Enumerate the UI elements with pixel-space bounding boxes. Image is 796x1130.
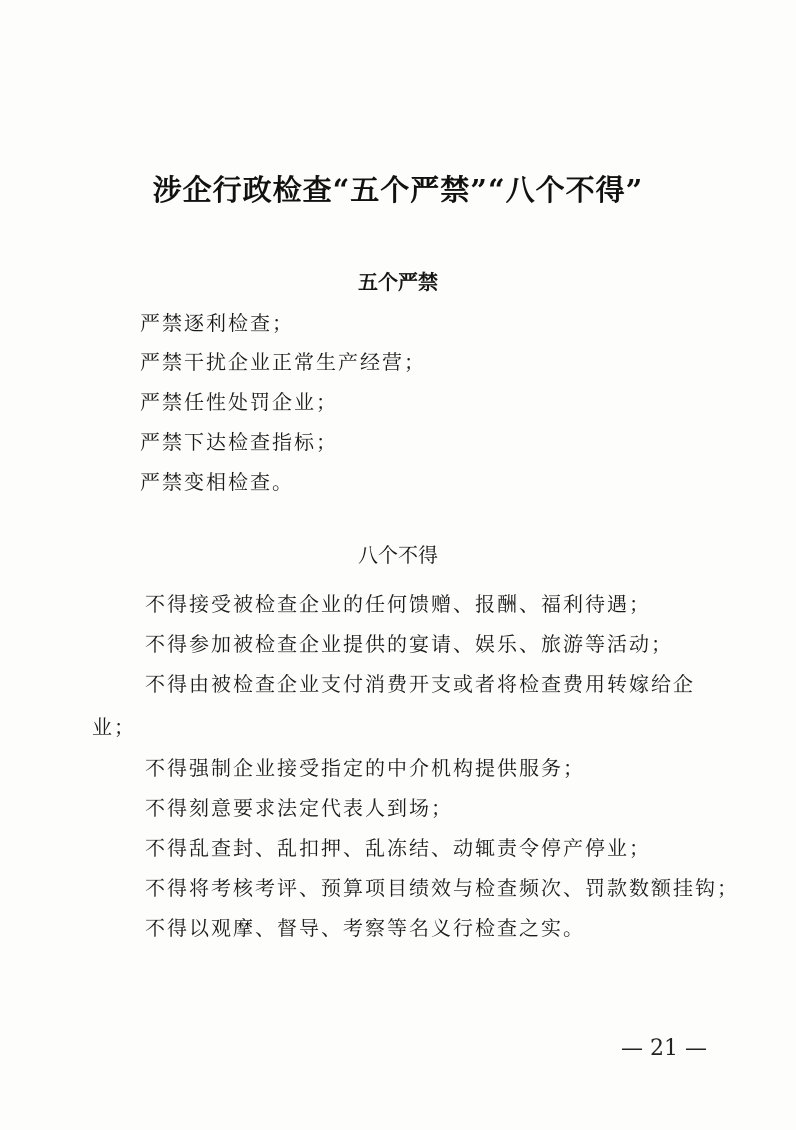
list-item: 不得接受被检查企业的任何馈赠、报酬、福利待遇； xyxy=(145,592,651,616)
list-item: 不得由被检查企业支付消费开支或者将检查费用转嫁给企 xyxy=(145,672,695,696)
list-item: 严禁下达检查指标； xyxy=(140,430,338,454)
section-heading-five-prohibitions: 五个严禁 xyxy=(358,270,438,294)
list-item: 不得参加被检查企业提供的宴请、娱乐、旅游等活动； xyxy=(145,632,673,656)
list-item: 严禁逐利检查； xyxy=(140,311,294,335)
list-item: 不得刻意要求法定代表人到场； xyxy=(145,796,453,820)
page-number: — 21 — xyxy=(621,1036,707,1061)
list-item: 不得以观摩、督导、考察等名义行检查之实。 xyxy=(145,916,585,940)
list-item: 不得将考核考评、预算项目绩效与检查频次、罚款数额挂钩； xyxy=(145,876,739,900)
list-item: 严禁变相检查。 xyxy=(140,470,294,494)
section-heading-eight-prohibitions: 八个不得 xyxy=(358,543,438,567)
list-item: 不得乱查封、乱扣押、乱冻结、动辄责令停产停业； xyxy=(145,836,651,860)
page-title: 涉企行政检查“五个严禁”“八个不得” xyxy=(152,173,644,207)
list-item: 不得强制企业接受指定的中介机构提供服务； xyxy=(145,756,585,780)
list-item: 严禁任性处罚企业； xyxy=(140,390,338,414)
list-item: 严禁干扰企业正常生产经营； xyxy=(140,350,426,374)
list-item-continuation: 业； xyxy=(92,715,136,739)
